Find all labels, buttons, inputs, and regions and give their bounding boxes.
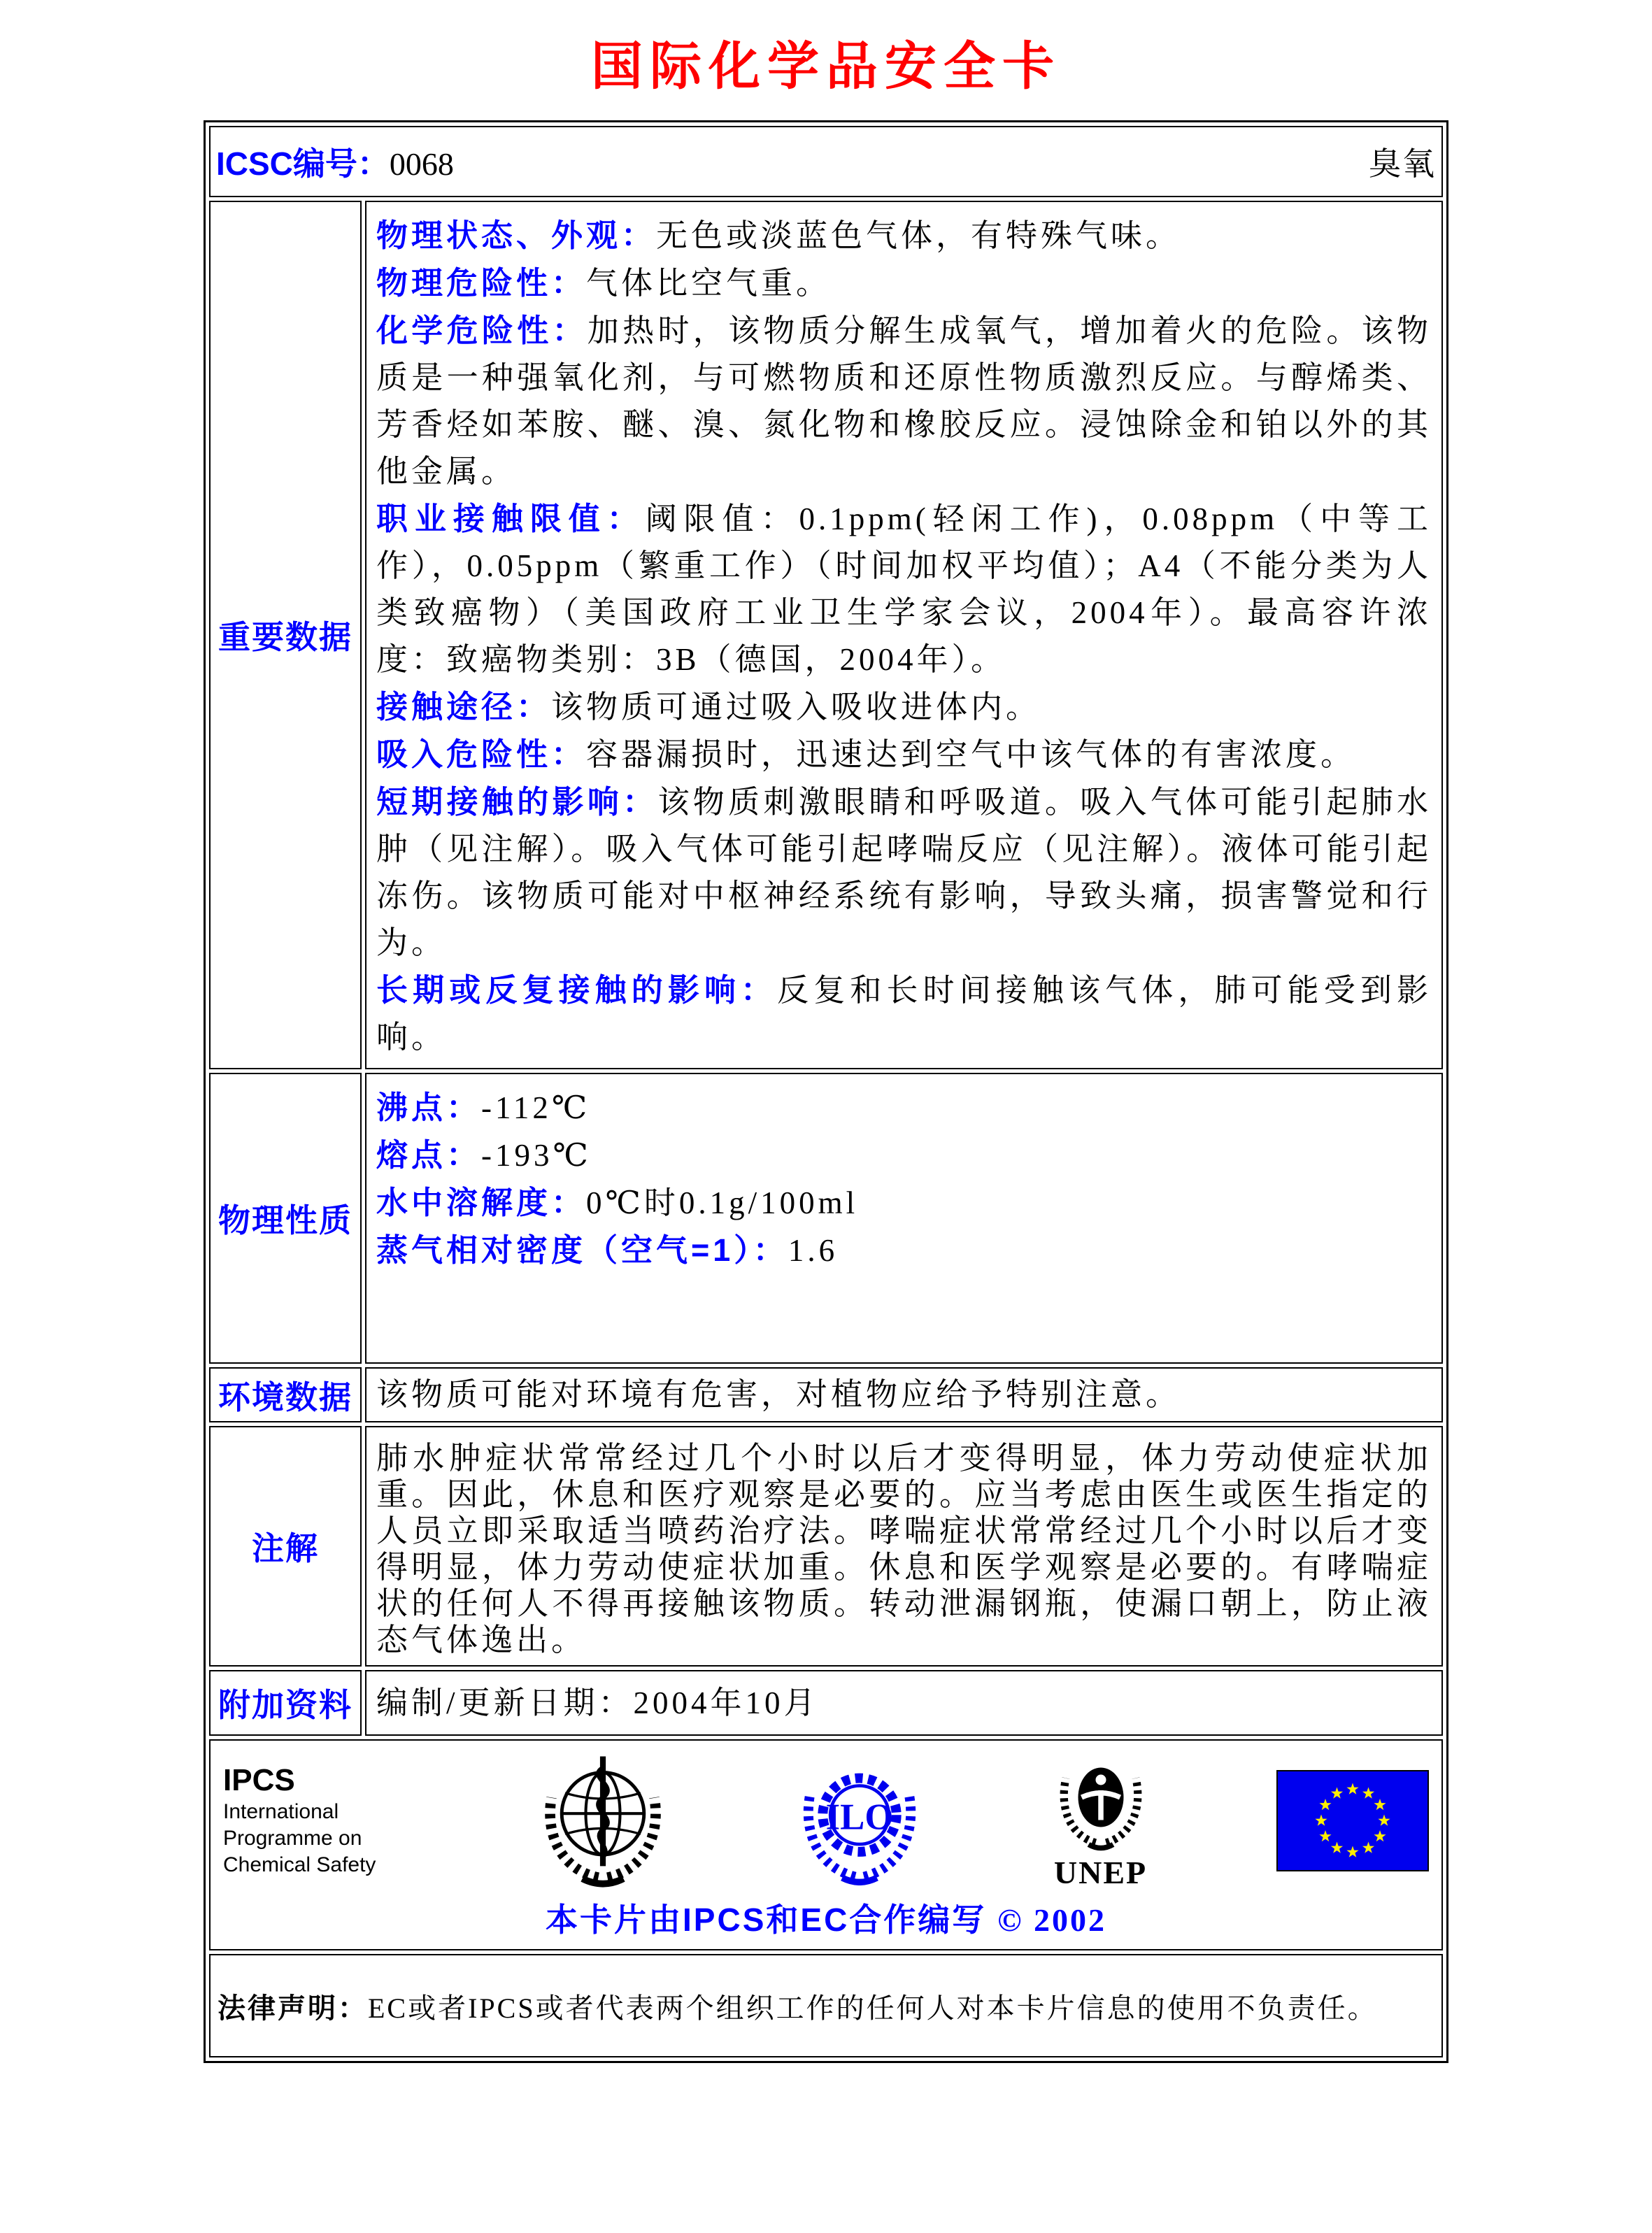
- header-row: [209, 126, 1443, 197]
- notes-row: [209, 1426, 1443, 1667]
- ipcs-text-block: [223, 1762, 411, 1878]
- legal-text: EC或者IPCS或者代表两个组织工作的任何人对本卡片信息的使用不负责任。: [368, 1992, 1378, 2024]
- icsc-number-label: ICSC编号：: [216, 145, 390, 182]
- item-head: 化学危险性：: [376, 313, 588, 348]
- eu-flag-icon: [1276, 1770, 1429, 1871]
- ipcs-line: Programme on: [223, 1827, 362, 1850]
- item-head: 长期或反复接触的影响：: [376, 972, 778, 1008]
- icsc-number-group: [216, 138, 454, 185]
- environmental-data-content: 该物质可能对环境有危害，对植物应给予特别注意。: [365, 1367, 1443, 1422]
- ipcs-line: International: [223, 1800, 339, 1823]
- legal-cell: [209, 1954, 1443, 2057]
- section-label-important-data: 重要数据: [209, 201, 362, 1069]
- legal-row: [209, 1954, 1443, 2057]
- item-head: 接触途径：: [376, 689, 552, 725]
- additional-info-content: 编制/更新日期：2004年10月: [365, 1670, 1443, 1736]
- property-head: 熔点：: [376, 1137, 482, 1173]
- credits-caption-text: 本卡片由IPCS和EC合作编写: [546, 1902, 987, 1938]
- property-value: -112℃: [481, 1090, 591, 1125]
- physical-properties-row: [209, 1073, 1443, 1364]
- item-text: 无色或淡蓝色气体，有特殊气味。: [656, 218, 1181, 253]
- credits-row: [209, 1739, 1443, 1950]
- property-head: 水中溶解度：: [376, 1185, 587, 1220]
- icsc-number-value: 0068: [389, 146, 454, 182]
- important-data-item: [376, 731, 1432, 778]
- important-data-item: [376, 683, 1432, 731]
- item-text: 气体比空气重。: [586, 266, 832, 301]
- important-data-item: [376, 966, 1432, 1061]
- page-title: 国际化学品安全卡: [591, 37, 1061, 95]
- property-value: 0℃时0.1g/100ml: [586, 1185, 859, 1220]
- property-line: [376, 1227, 1432, 1274]
- important-data-item: [376, 307, 1432, 495]
- section-label-notes: 注解: [209, 1426, 362, 1667]
- ilo-icon: [795, 1755, 925, 1885]
- svg-text:ILO: ILO: [825, 1797, 894, 1838]
- important-data-item: [376, 259, 1432, 307]
- important-data-row: [209, 201, 1443, 1069]
- credits-cell: [209, 1739, 1443, 1950]
- item-text: 加热时，该物质分解生成氧气，增加着火的危险。该物质是一种强氧化剂，与可燃物质和还原性物质激烈反应。与醇烯类、芳香烃如苯胺、醚、溴、氮化物和橡胶反应。浸蚀除金和铂以外的其他金属。: [376, 313, 1432, 489]
- property-value: -193℃: [481, 1138, 592, 1173]
- item-head: 物理状态、外观：: [376, 217, 657, 253]
- important-data-content: [365, 201, 1443, 1069]
- property-head: 蒸气相对密度（空气=1）：: [376, 1232, 788, 1268]
- additional-info-row: [209, 1670, 1443, 1736]
- unep-icon: [1048, 1752, 1153, 1857]
- who-icon: [534, 1752, 671, 1889]
- property-line: [376, 1179, 1432, 1227]
- important-data-item: [376, 495, 1432, 683]
- item-text: 阈限值：0.1ppm(轻闲工作)，0.08ppm（中等工作），0.05ppm（繁重工作）（时间加权平均值）；A4（不能分类为人类致癌物）（美国政府工业卫生学家会议，2004年）。最高容许浓度：致癌物类别：3B（德国，2004年）。: [376, 501, 1432, 677]
- icsc-card-table: [204, 120, 1448, 2063]
- ipcs-line: Chemical Safety: [223, 1853, 376, 1876]
- credits-copyright: © 2002: [997, 1902, 1106, 1938]
- unep-block: [1048, 1752, 1153, 1889]
- environmental-data-row: [209, 1367, 1443, 1422]
- item-text: 该物质刺激眼睛和呼吸道。吸入气体可能引起肺水肿（见注解）。吸入气体可能引起哮喘反应（见注解）。液体可能引起冻伤。该物质可能对中枢神经系统有影响，导致头痛，损害警觉和行为。: [376, 785, 1432, 960]
- physical-properties-content: [365, 1073, 1443, 1364]
- property-line: [376, 1084, 1432, 1132]
- important-data-item: [376, 212, 1432, 259]
- property-head: 沸点：: [376, 1090, 482, 1125]
- section-label-physical-properties: 物理性质: [209, 1073, 362, 1364]
- chemical-name: 臭氧: [1369, 146, 1436, 182]
- credits-caption: [223, 1895, 1429, 1941]
- section-label-additional-info: 附加资料: [209, 1670, 362, 1736]
- section-label-environmental-data: 环境数据: [209, 1367, 362, 1422]
- unep-wordmark: UNEP: [1053, 1855, 1148, 1890]
- item-text: 该物质可通过吸入吸收进体内。: [551, 690, 1041, 725]
- item-text: 反复和长时间接触该气体，肺可能受到影响。: [376, 973, 1432, 1055]
- logo-row: [223, 1752, 1429, 1889]
- item-text: 容器漏损时，迅速达到空气中该气体的有害浓度。: [586, 737, 1356, 772]
- item-head: 吸入危险性：: [376, 736, 587, 772]
- item-head: 物理危险性：: [376, 265, 587, 301]
- notes-content: 肺水肿症状常常经过几个小时以后才变得明显，体力劳动使症状加重。因此，休息和医疗观察是必要的。应当考虑由医生或医生指定的人员立即采取适当喷药治疗法。哮喘症状常常经过几个小时以后才变得明显，体力劳动使症状加重。休息和医学观察是必要的。有哮喘症状的任何人不得再接触该物质。转动泄漏钢瓶，使漏口朝上，防止液态气体逸出。: [365, 1426, 1443, 1667]
- item-head: 短期接触的影响：: [376, 784, 658, 820]
- item-head: 职业接触限值：: [376, 501, 646, 536]
- legal-head: 法律声明：: [218, 1992, 368, 2024]
- header-cell: [209, 126, 1443, 197]
- property-value: 1.6: [788, 1233, 839, 1268]
- ipcs-acronym: IPCS: [223, 1763, 295, 1797]
- important-data-item: [376, 778, 1432, 966]
- property-line: [376, 1132, 1432, 1179]
